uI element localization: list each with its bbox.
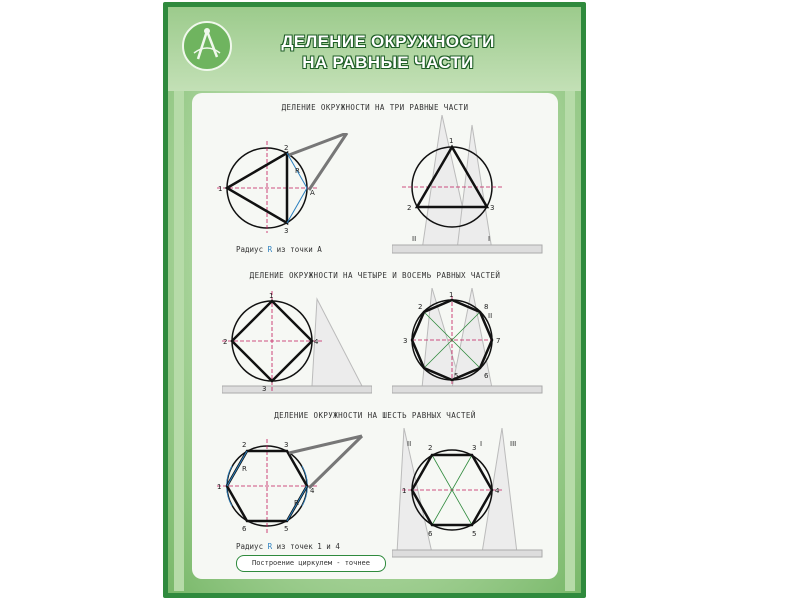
note-three-suffix: из точки А xyxy=(272,245,322,254)
label-6: 6 xyxy=(242,525,247,533)
note-six xyxy=(236,542,340,551)
label-2: 2 xyxy=(407,204,412,212)
label-ii: II xyxy=(488,312,493,320)
label-2: 2 xyxy=(428,444,433,452)
label-5: 5 xyxy=(284,525,289,533)
label-2: 2 xyxy=(242,441,247,449)
section-title-six: ДЕЛЕНИЕ ОКРУЖНОСТИ НА ШЕСТЬ РАВНЫХ ЧАСТЕЙ xyxy=(274,411,476,420)
diagram-six-compass xyxy=(212,431,372,541)
label-3: 3 xyxy=(490,204,495,212)
label-6: 6 xyxy=(484,372,489,380)
label-r: R xyxy=(295,167,300,175)
label-5: 5 xyxy=(454,372,459,380)
label-2: 2 xyxy=(284,144,289,152)
hint-box: Построение циркулем - точнее xyxy=(236,555,386,572)
note-six-suffix: из точек 1 и 4 xyxy=(272,542,340,551)
diagram-six-triangles xyxy=(392,428,552,558)
label-5: 5 xyxy=(472,530,477,538)
label-1: 1 xyxy=(269,292,274,300)
title-line-1: ДЕЛЕНИЕ ОКРУЖНОСТИ xyxy=(281,32,495,51)
label-1: 1 xyxy=(449,137,454,145)
diagram-four xyxy=(222,291,372,396)
content-panel xyxy=(192,93,558,579)
label-1: 1 xyxy=(217,483,222,491)
label-6: 6 xyxy=(428,530,433,538)
label-8: 8 xyxy=(484,303,489,311)
label-3: 3 xyxy=(284,441,289,449)
section-title-four-eight: ДЕЛЕНИЕ ОКРУЖНОСТИ НА ЧЕТЫРЕ И ВОСЕМЬ РАВНЫХ ЧАСТЕЙ xyxy=(249,271,501,280)
label-7: 7 xyxy=(496,337,501,345)
label-3: 3 xyxy=(284,227,289,235)
label-4: 4 xyxy=(495,487,500,495)
note-three-prefix: Радиус xyxy=(236,245,268,254)
note-three-radius: R xyxy=(267,245,273,254)
right-strip xyxy=(565,91,575,591)
left-strip xyxy=(174,91,184,591)
label-1: 1 xyxy=(402,487,407,495)
diagram-three-triangles xyxy=(392,115,552,255)
label-ii: II xyxy=(412,235,417,243)
label-ii: II xyxy=(407,440,412,448)
section-title-three: ДЕЛЕНИЕ ОКРУЖНОСТИ НА ТРИ РАВНЫЕ ЧАСТИ xyxy=(281,103,469,112)
diagram-eight xyxy=(392,288,552,398)
label-i: I xyxy=(488,235,491,243)
label-2: 2 xyxy=(418,303,423,311)
label-3: 3 xyxy=(472,444,477,452)
note-three xyxy=(236,245,322,254)
title-line-2: НА РАВНЫЕ ЧАСТИ xyxy=(302,53,474,72)
poster xyxy=(163,2,586,598)
label-3: 3 xyxy=(262,385,267,393)
label-iii: III xyxy=(510,440,517,448)
note-six-radius: R xyxy=(267,542,273,551)
label-i: I xyxy=(480,440,483,448)
label-4: 4 xyxy=(310,487,315,495)
label-a: A xyxy=(310,189,315,197)
label-r-right: R xyxy=(294,499,299,507)
label-3: 3 xyxy=(403,337,408,345)
poster-background xyxy=(168,7,581,593)
label-4: 4 xyxy=(314,338,319,346)
note-six-prefix: Радиус xyxy=(236,542,268,551)
compass-logo-icon xyxy=(182,21,232,71)
diagram-three-compass xyxy=(212,133,362,243)
label-r-left: R xyxy=(242,465,247,473)
label-2: 2 xyxy=(223,338,228,346)
label-1: 1 xyxy=(449,291,454,299)
page-title xyxy=(263,31,513,73)
label-1: 1 xyxy=(218,185,223,193)
